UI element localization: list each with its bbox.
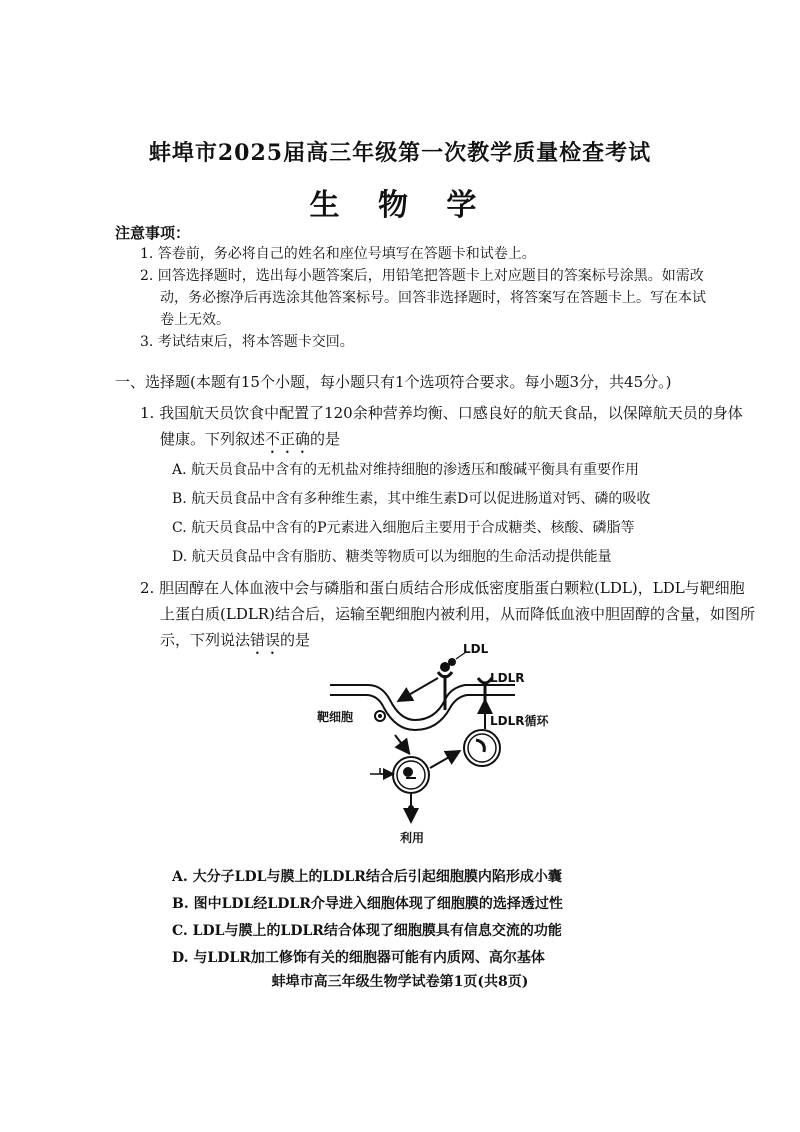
question-2-option-d: D. 与LDLR加工修饰有关的细胞器可能有内质网、高尔基体 (172, 950, 545, 966)
question-2-text-end: 的是 (280, 631, 311, 649)
exam-subject: 生 物 学 (309, 188, 491, 223)
ldlr-receptor-1 (438, 662, 452, 710)
notice-item-1: 1. 答卷前，务必将自己的姓名和座位号填写在答题卡和试卷上。 (140, 246, 536, 262)
section-heading: 一、选择题(本题有15个小题，每小题只有1个选项符合要求。每小题3分，共45分。) (115, 373, 672, 391)
membrane-inner (330, 695, 515, 730)
question-1-line-1: 1. 我国航天员饮食中配置了120余种营养均衡、口感良好的航天食品，以保障航天员的身体 (140, 404, 743, 422)
ldl-endocytosis-figure (300, 640, 580, 850)
question-2-line-1: 2. 胆固醇在人体血液中会与磷脂和蛋白质结合形成低密度脂蛋白颗粒(LDL)，LDL与靶细胞 (140, 579, 745, 597)
question-1-option-d: D. 航天员食品中含有脂肪、糖类等物质可以为细胞的生命活动提供能量 (172, 549, 612, 565)
question-2-line-3 (160, 629, 310, 658)
use-label: 利用 (400, 831, 425, 845)
arrow-to-recycle (430, 752, 458, 768)
notice-heading: 注意事项： (115, 224, 191, 242)
question-2-option-b: B. 图中LDL经LDLR介导进入细胞体现了细胞膜的选择透过性 (172, 896, 563, 912)
question-1-text: 健康。下列叙述 (160, 430, 266, 448)
question-2-option-a: A. 大分子LDL与膜上的LDLR结合后引起细胞膜内陷形成小囊 (172, 869, 562, 885)
ldl-label: LDL (463, 642, 489, 656)
exam-title: 蚌埠市2025届高三年级第一次教学质量检查考试 (148, 140, 652, 166)
notice-item-2-cont: 动，务必擦净后再选涂其他答案标号。回答非选择题时，将答案写在答题卡上。写在本试 (160, 290, 706, 306)
ldlr-cycle-label: LDLR循环 (490, 714, 549, 728)
question-1-text-end: 的是 (310, 430, 341, 448)
membrane-outer (330, 685, 515, 720)
ldl-particle (448, 658, 456, 666)
question-1-option-c: C. 航天员食品中含有的P元素进入细胞后主要用于合成糖类、核酸、磷脂等 (172, 520, 635, 536)
question-2-text: 示，下列说法 (160, 631, 251, 649)
question-1-option-b: B. 航天员食品中含有多种维生素，其中维生素D可以促进肠道对钙、磷的吸收 (172, 491, 651, 507)
arrow-to-vesicle (395, 735, 408, 752)
question-2-line-2: 上蛋白质(LDLR)结合后，运输至靶细胞内被利用，从而降低血液中胆固醇的含量，如图所 (160, 605, 755, 623)
notice-item-2-end: 卷上无效。 (160, 312, 230, 328)
target-cell-label: 靶细胞 (317, 710, 354, 724)
notice-item-3: 3. 考试结束后，将本答题卡交回。 (140, 334, 354, 350)
ldlr-label: LDLR (490, 671, 525, 685)
question-1-option-a: A. 航天员食品中含有的无机盐对维持细胞的渗透压和酸碱平衡具有重要作用 (172, 462, 640, 478)
question-2-option-c: C. LDL与膜上的LDLR结合体现了细胞膜具有信息交流的功能 (172, 923, 562, 939)
question-1-emphasis: 不正确 (265, 430, 311, 448)
notice-item-2: 2. 回答选择题时，选出每小题答案后，用铅笔把答题卡上对应题目的答案标号涂黑。如需改 (140, 268, 704, 284)
page-footer: 蚌埠市高三年级生物学试卷第1页(共8页) (271, 974, 529, 990)
question-1-line-2 (160, 428, 340, 457)
recycling-vesicle (464, 730, 500, 766)
question-2-emphasis: 错误 (250, 631, 281, 649)
arrow-to-pit (400, 678, 438, 700)
